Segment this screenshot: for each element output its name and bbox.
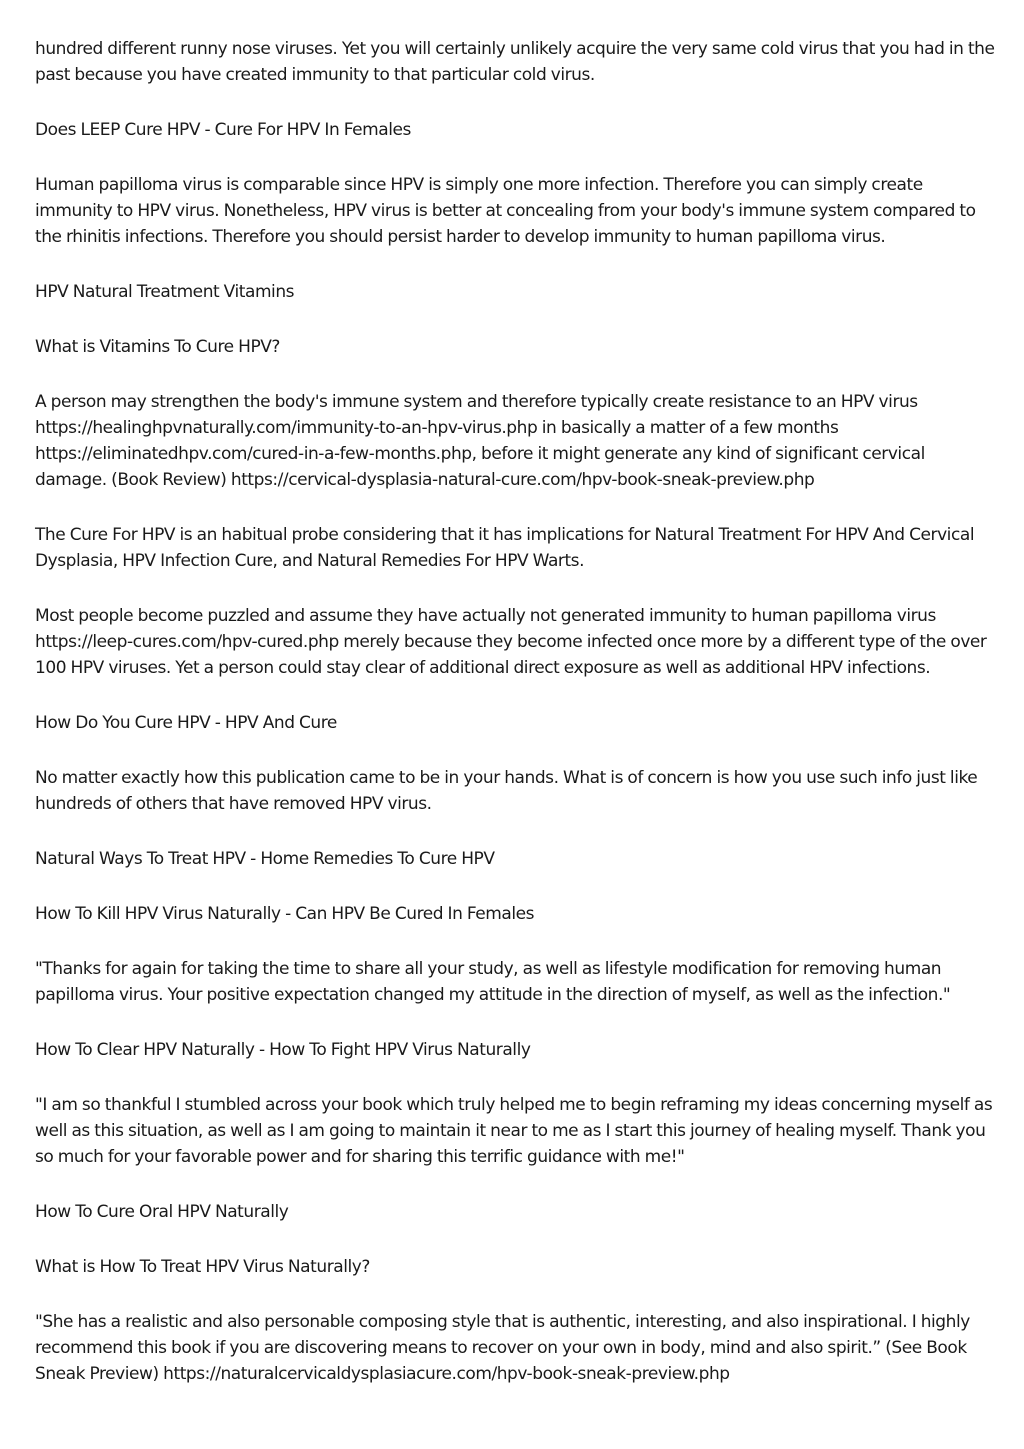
heading-what-is-how-to-treat: What is How To Treat HPV Virus Naturally? [35,1257,370,1277]
heading-hpv-natural-treatment-vitamins: HPV Natural Treatment Vitamins [35,282,295,302]
heading-how-to-cure-oral-hpv: How To Cure Oral HPV Naturally [35,1202,289,1222]
heading-does-leep-cure-hpv: Does LEEP Cure HPV - Cure For HPV In Females [35,120,411,140]
paragraph-hpv-immunity: Human papilloma virus is comparable since HPV is simply one more infection. Therefore you can simply create immunity to HPV virus. Nonetheless, HPV virus is better at concealing from your body's immune system compared to the rhinitis infections. Therefore you should persist harder to develop immunity to human papilloma virus. [35,175,976,247]
paragraph-intro-cold-virus: hundred different runny nose viruses. Yet you will certainly unlikely acquire the very same cold virus that you had in the past because you have created immunity to that particular cold virus. [35,39,995,85]
heading-how-to-kill-hpv: How To Kill HPV Virus Naturally - Can HPV Be Cured In Females [35,904,535,924]
paragraph-publication-in-hands: No matter exactly how this publication came to be in your hands. What is of concern is how you use such info just like hundreds of others that have removed HPV virus. [35,768,978,814]
document-body [35,36,995,1416]
paragraph-people-puzzled: Most people become puzzled and assume they have actually not generated immunity to human papilloma virus https://leep-cures.com/hpv-cured.php merely because they become infected once more by a different type of the over 100 HPV viruses. Yet a person could stay clear of additional direct exposure as well as additional HPV infections. [35,606,987,678]
heading-how-to-clear-hpv: How To Clear HPV Naturally - How To Fight HPV Virus Naturally [35,1040,531,1060]
testimonial-personable-style: "She has a realistic and also personable composing style that is authentic, interesting, and also inspirational. I highly recommend this book if you are discovering means to recover on your own in body, mind and also spirit.” (See Book Sneak Preview) https://naturalcervicaldysplasiacure.com/hpv-book-sneak-preview.php [35,1312,970,1384]
heading-what-is-vitamins: What is Vitamins To Cure HPV? [35,337,280,357]
paragraph-cure-for-hpv-probe: The Cure For HPV is an habitual probe considering that it has implications for Natural Treatment For HPV And Cervical Dysplasia, HPV Infection Cure, and Natural Remedies For HPV Warts. [35,525,975,571]
testimonial-thanks: "Thanks for again for taking the time to share all your study, as well as lifestyle modification for removing human papilloma virus. Your positive expectation changed my attitude in the direction of myself, as well as the infection." [35,959,951,1005]
heading-how-do-you-cure-hpv: How Do You Cure HPV - HPV And Cure [35,713,337,733]
paragraph-strengthen-immune-system: A person may strengthen the body's immune system and therefore typically create resistance to an HPV virus https://healinghpvnaturally.com/immunity-to-an-hpv-virus.php in basically a matter of a few months https://eliminatedhpv.com/cured-in-a-few-months.php, before it might generate any kind of significant cervical damage. (Book Review) https://cervical-dysplasia-natural-cure.com/hpv-book-sneak-preview.php [35,392,925,490]
testimonial-thankful: "I am so thankful I stumbled across your book which truly helped me to begin reframing my ideas concerning myself as well as this situation, as well as I am going to maintain it near to me as I start this journey of healing myself. Thank you so much for your favorable power and for sharing this terrific guidance with me!" [35,1095,993,1167]
heading-natural-ways-to-treat: Natural Ways To Treat HPV - Home Remedies To Cure HPV [35,849,495,869]
